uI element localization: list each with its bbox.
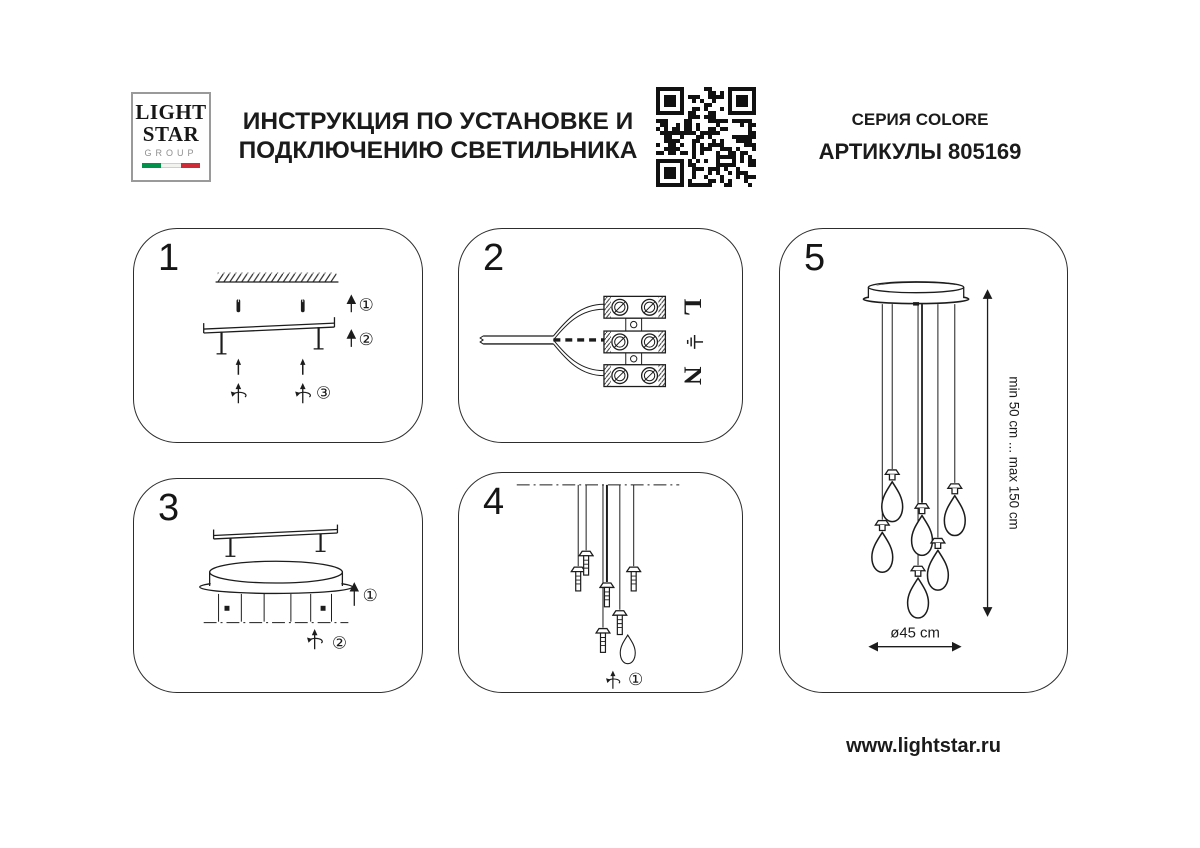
lamp-holder-icon — [627, 567, 641, 591]
callout-1: ① — [362, 584, 378, 605]
lamp-holder-icon — [596, 629, 610, 653]
mounting-bracket — [204, 317, 335, 354]
ceiling-hatch-icon — [216, 273, 339, 282]
anchor-icon — [301, 299, 305, 312]
earth-icon — [688, 335, 703, 349]
article-number: АРТИКУЛЫ 805169 — [818, 139, 1022, 164]
title-line-2: ПОДКЛЮЧЕНИЮ СВЕТИЛЬНИКА — [238, 137, 638, 164]
step-number-5: 5 — [804, 237, 826, 279]
callout-2: ② — [331, 632, 347, 653]
step-panel-5 — [779, 228, 1068, 693]
terminal-block — [604, 296, 665, 386]
canopy — [863, 282, 968, 306]
lamp-holder-icon — [948, 484, 962, 494]
step-number-3: 3 — [158, 487, 180, 529]
pendant-shade — [872, 532, 893, 572]
logo-word-light: LIGHT — [135, 100, 207, 124]
lightstar-logo — [131, 92, 211, 182]
step-panel-3 — [133, 478, 423, 693]
suspension-wires — [204, 594, 349, 623]
step-number-2: 2 — [483, 237, 505, 279]
qr-code — [656, 87, 756, 187]
anchor-icon — [237, 299, 241, 312]
lamp-holder-icon — [911, 566, 925, 576]
diameter-dimension-label: ø45 cm — [890, 625, 940, 642]
pendant-shade — [912, 516, 933, 556]
page-title — [228, 107, 648, 165]
line-terminal-label: L — [678, 298, 708, 316]
diagram-step-4 — [459, 473, 742, 692]
lamp-holder-icon — [885, 470, 899, 480]
pendant-shade — [882, 482, 903, 522]
pendant-shade — [944, 496, 965, 536]
website-link: www.lightstar.ru — [846, 735, 1001, 757]
pendant-shade — [908, 578, 929, 618]
turn-screw-icon — [295, 383, 310, 403]
step-panel-4 — [458, 472, 743, 693]
logo-word-group: GROUP — [144, 148, 198, 158]
lamp-holder-icon — [571, 567, 585, 591]
wire-cable — [480, 304, 604, 375]
callout-2: ② — [358, 328, 374, 349]
lamp-holder-icon — [875, 521, 889, 531]
step-number-4: 4 — [483, 481, 505, 523]
series-name: СЕРИЯ COLORE — [851, 110, 989, 129]
diagram-step-5 — [780, 229, 1067, 692]
mounting-bracket — [214, 525, 338, 557]
logo-word-star: STAR — [142, 122, 200, 146]
callout-3: ③ — [316, 382, 332, 403]
lamp-holder-icon — [613, 611, 627, 635]
diagram-step-3 — [134, 479, 422, 692]
lamp-holder-icon — [915, 504, 929, 514]
canopy — [200, 561, 353, 593]
step-panel-1 — [133, 228, 423, 443]
diagram-step-2 — [459, 229, 742, 442]
pendant-shade — [620, 635, 635, 664]
title-line-1: ИНСТРУКЦИЯ ПО УСТАНОВКЕ И — [242, 108, 634, 135]
height-dimension-label: min 50 cm ... max 150 cm — [1006, 376, 1022, 530]
lamp-holder-icon — [931, 538, 945, 548]
neutral-terminal-label: N — [678, 366, 708, 385]
screw-icon — [300, 359, 305, 375]
turn-screw-icon — [231, 383, 246, 403]
step-panel-2 — [458, 228, 743, 443]
turn-screw-icon — [307, 629, 322, 649]
callout-1: ① — [628, 669, 644, 690]
step-number-1: 1 — [158, 237, 180, 279]
turn-screw-icon — [606, 671, 620, 689]
pendant-shade — [927, 550, 948, 590]
diagram-step-1 — [134, 229, 422, 442]
callout-1: ① — [358, 294, 374, 315]
series-block — [795, 110, 1045, 165]
italy-flag-icon — [142, 163, 200, 168]
screw-icon — [236, 359, 241, 375]
lamp-holder-icon — [600, 583, 614, 607]
